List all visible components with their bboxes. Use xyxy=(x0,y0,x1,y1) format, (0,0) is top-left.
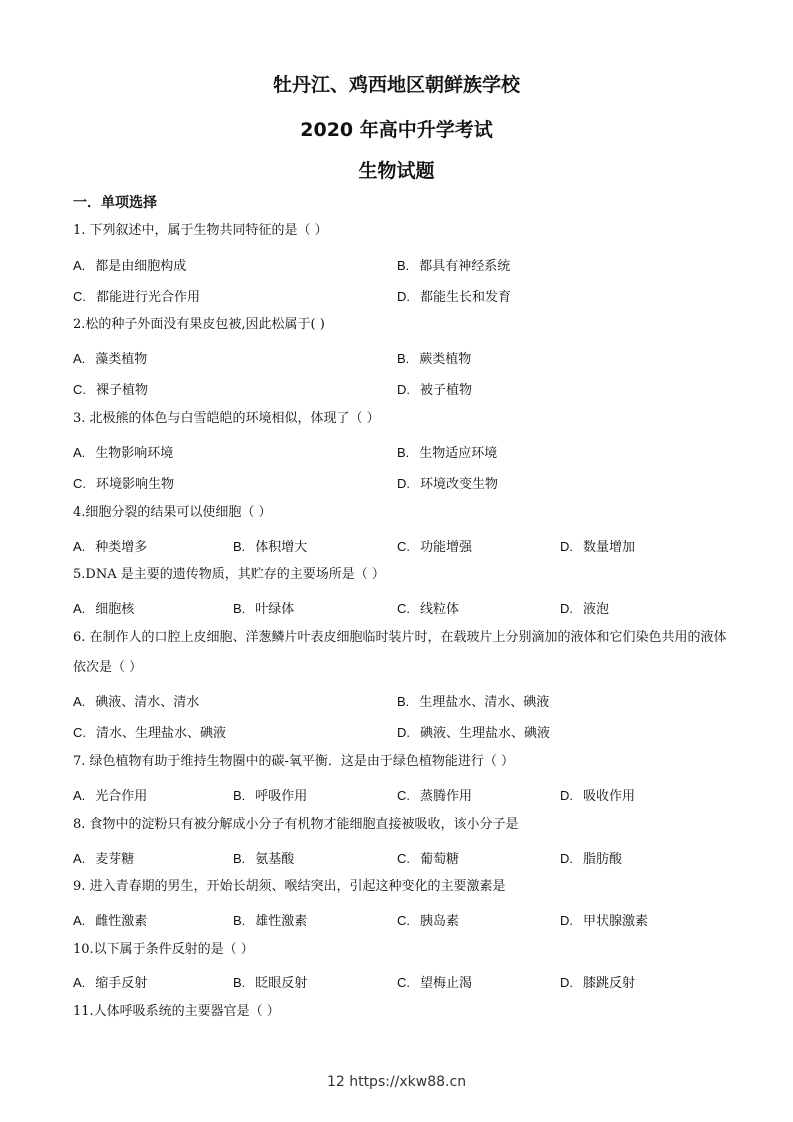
option-c xyxy=(73,379,148,398)
question-stem: 11.人体呼吸系统的主要器官是（ ） xyxy=(73,1004,280,1019)
option-b xyxy=(397,255,510,274)
option-text: 碘液、生理盐水、碘液 xyxy=(420,726,551,741)
option-label: C. xyxy=(73,382,86,397)
option-c xyxy=(397,536,472,555)
option-label: A. xyxy=(73,788,86,803)
option-label: C. xyxy=(397,975,410,990)
option-text: 都能生长和发育 xyxy=(420,290,512,305)
option-text: 碘液、清水、清水 xyxy=(95,695,200,710)
option-b xyxy=(233,598,294,617)
option-label: B. xyxy=(397,351,410,366)
option-d xyxy=(560,785,635,804)
option-label: C. xyxy=(73,289,86,304)
option-text: 胰岛素 xyxy=(420,914,460,929)
option-b xyxy=(233,785,307,804)
option-text: 数量增加 xyxy=(583,540,636,555)
option-text: 雌性激素 xyxy=(95,914,148,929)
option-b xyxy=(397,691,549,710)
option-label: B. xyxy=(397,694,410,709)
option-text: 线粒体 xyxy=(420,602,460,617)
option-d xyxy=(397,379,472,398)
option-text: 雄性激素 xyxy=(255,914,308,929)
option-label: D. xyxy=(560,601,573,616)
option-d xyxy=(397,286,511,305)
option-label: B. xyxy=(233,601,246,616)
option-b xyxy=(233,972,307,991)
option-label: B. xyxy=(233,539,246,554)
option-label: A. xyxy=(73,539,86,554)
option-text: 都具有神经系统 xyxy=(419,259,511,274)
option-label: A. xyxy=(73,913,86,928)
exam-title-subject: 生物试题 xyxy=(358,160,435,182)
option-c xyxy=(73,722,226,741)
option-c xyxy=(397,972,472,991)
question-stem: 10.以下属于条件反射的是（ ） xyxy=(73,942,254,957)
option-text: 体积增大 xyxy=(255,540,308,555)
option-text: 脂肪酸 xyxy=(583,852,623,867)
option-text: 功能增强 xyxy=(420,540,473,555)
option-label: D. xyxy=(397,725,410,740)
question-stem: 6. 在制作人的口腔上皮细胞、洋葱鳞片叶表皮细胞临时装片时，在载玻片上分别滴加的液体和它们染色共用的液体依次是（ ） xyxy=(73,630,727,675)
option-label: B. xyxy=(397,445,410,460)
option-b xyxy=(233,910,307,929)
question-stem: 7. 绿色植物有助于维持生物圈中的碳-氧平衡．这是由于绿色植物能进行（ ） xyxy=(73,754,515,769)
option-a xyxy=(73,348,147,367)
option-text: 麦芽糖 xyxy=(95,852,135,867)
option-text: 吸收作用 xyxy=(583,789,636,804)
question-stem: 1. 下列叙述中，属于生物共同特征的是（ ） xyxy=(73,223,328,238)
option-label: D. xyxy=(560,913,573,928)
option-label: A. xyxy=(73,975,86,990)
option-label: B. xyxy=(397,258,410,273)
option-label: D. xyxy=(397,289,410,304)
option-label: B. xyxy=(233,975,246,990)
option-text: 被子植物 xyxy=(420,383,473,398)
option-c xyxy=(73,286,200,305)
option-a xyxy=(73,972,147,991)
option-text: 藻类植物 xyxy=(95,352,148,367)
option-a xyxy=(73,442,173,461)
option-text: 液泡 xyxy=(583,602,610,617)
option-text: 膝跳反射 xyxy=(583,976,636,991)
option-text: 甲状腺激素 xyxy=(583,914,649,929)
option-c xyxy=(73,473,174,492)
option-d xyxy=(560,972,635,991)
option-a xyxy=(73,691,199,710)
option-d xyxy=(560,536,635,555)
exam-title-year: 2020 年高中升学考试 xyxy=(300,119,493,141)
option-a xyxy=(73,910,147,929)
option-text: 环境改变生物 xyxy=(420,477,499,492)
option-text: 都能进行光合作用 xyxy=(96,290,201,305)
option-label: C. xyxy=(73,725,86,740)
option-c xyxy=(397,598,459,617)
option-d xyxy=(560,910,648,929)
option-text: 都是由细胞构成 xyxy=(95,259,187,274)
option-text: 蒸腾作用 xyxy=(420,789,473,804)
option-text: 眨眼反射 xyxy=(255,976,308,991)
page-footer: 12 https://xkw88.cn xyxy=(326,1074,467,1090)
option-text: 种类增多 xyxy=(95,540,148,555)
option-text: 缩手反射 xyxy=(95,976,148,991)
question-stem: 3. 北极熊的体色与白雪皑皑的环境相似，体现了（ ） xyxy=(73,411,380,426)
option-label: A. xyxy=(73,601,86,616)
option-text: 望梅止渴 xyxy=(420,976,473,991)
option-text: 生理盐水、清水、碘液 xyxy=(419,695,550,710)
option-a xyxy=(73,536,147,555)
exam-title-school: 牡丹江、鸡西地区朝鲜族学校 xyxy=(272,74,520,96)
option-label: B. xyxy=(233,788,246,803)
option-d xyxy=(397,722,550,741)
option-text: 呼吸作用 xyxy=(255,789,308,804)
option-text: 蕨类植物 xyxy=(419,352,472,367)
option-b xyxy=(233,848,294,867)
option-text: 裸子植物 xyxy=(96,383,149,398)
option-label: A. xyxy=(73,351,86,366)
option-text: 生物影响环境 xyxy=(95,446,174,461)
option-label: D. xyxy=(397,476,410,491)
question-stem: 9. 进入青春期的男生，开始长胡须、喉结突出，引起这种变化的主要激素是 xyxy=(73,879,506,894)
option-label: D. xyxy=(560,851,573,866)
option-text: 清水、生理盐水、碘液 xyxy=(96,726,227,741)
question-stem: 5.DNA 是主要的遗传物质，其贮存的主要场所是（ ） xyxy=(73,567,385,582)
question-stem: 4.细胞分裂的结果可以使细胞（ ） xyxy=(73,505,272,520)
option-label: B. xyxy=(233,913,246,928)
option-label: D. xyxy=(397,382,410,397)
option-label: D. xyxy=(560,975,573,990)
option-a xyxy=(73,848,134,867)
option-b xyxy=(233,536,307,555)
option-label: C. xyxy=(397,601,410,616)
option-text: 葡萄糖 xyxy=(420,852,460,867)
option-c xyxy=(397,785,472,804)
option-label: C. xyxy=(397,539,410,554)
option-text: 叶绿体 xyxy=(255,602,295,617)
option-label: B. xyxy=(233,851,246,866)
option-label: C. xyxy=(397,913,410,928)
option-c xyxy=(397,910,459,929)
option-text: 氨基酸 xyxy=(255,852,295,867)
question-stem: 2.松的种子外面没有果皮包被,因此松属于( ) xyxy=(73,317,325,332)
option-d xyxy=(560,848,622,867)
option-a xyxy=(73,255,186,274)
section-heading: 一．单项选择 xyxy=(73,195,157,211)
option-b xyxy=(397,348,471,367)
option-d xyxy=(397,473,498,492)
option-label: A. xyxy=(73,694,86,709)
option-text: 光合作用 xyxy=(95,789,148,804)
option-c xyxy=(397,848,459,867)
option-label: D. xyxy=(560,539,573,554)
option-text: 环境影响生物 xyxy=(96,477,175,492)
question-stem: 8. 食物中的淀粉只有被分解成小分子有机物才能细胞直接被吸收，该小分子是 xyxy=(73,817,519,832)
option-label: A. xyxy=(73,851,86,866)
option-label: A. xyxy=(73,445,86,460)
option-label: C. xyxy=(397,851,410,866)
option-label: A. xyxy=(73,258,86,273)
option-label: D. xyxy=(560,788,573,803)
option-text: 生物适应环境 xyxy=(419,446,498,461)
option-a xyxy=(73,785,147,804)
option-label: C. xyxy=(397,788,410,803)
option-text: 细胞核 xyxy=(95,602,135,617)
option-b xyxy=(397,442,497,461)
option-d xyxy=(560,598,609,617)
option-a xyxy=(73,598,134,617)
option-label: C. xyxy=(73,476,86,491)
